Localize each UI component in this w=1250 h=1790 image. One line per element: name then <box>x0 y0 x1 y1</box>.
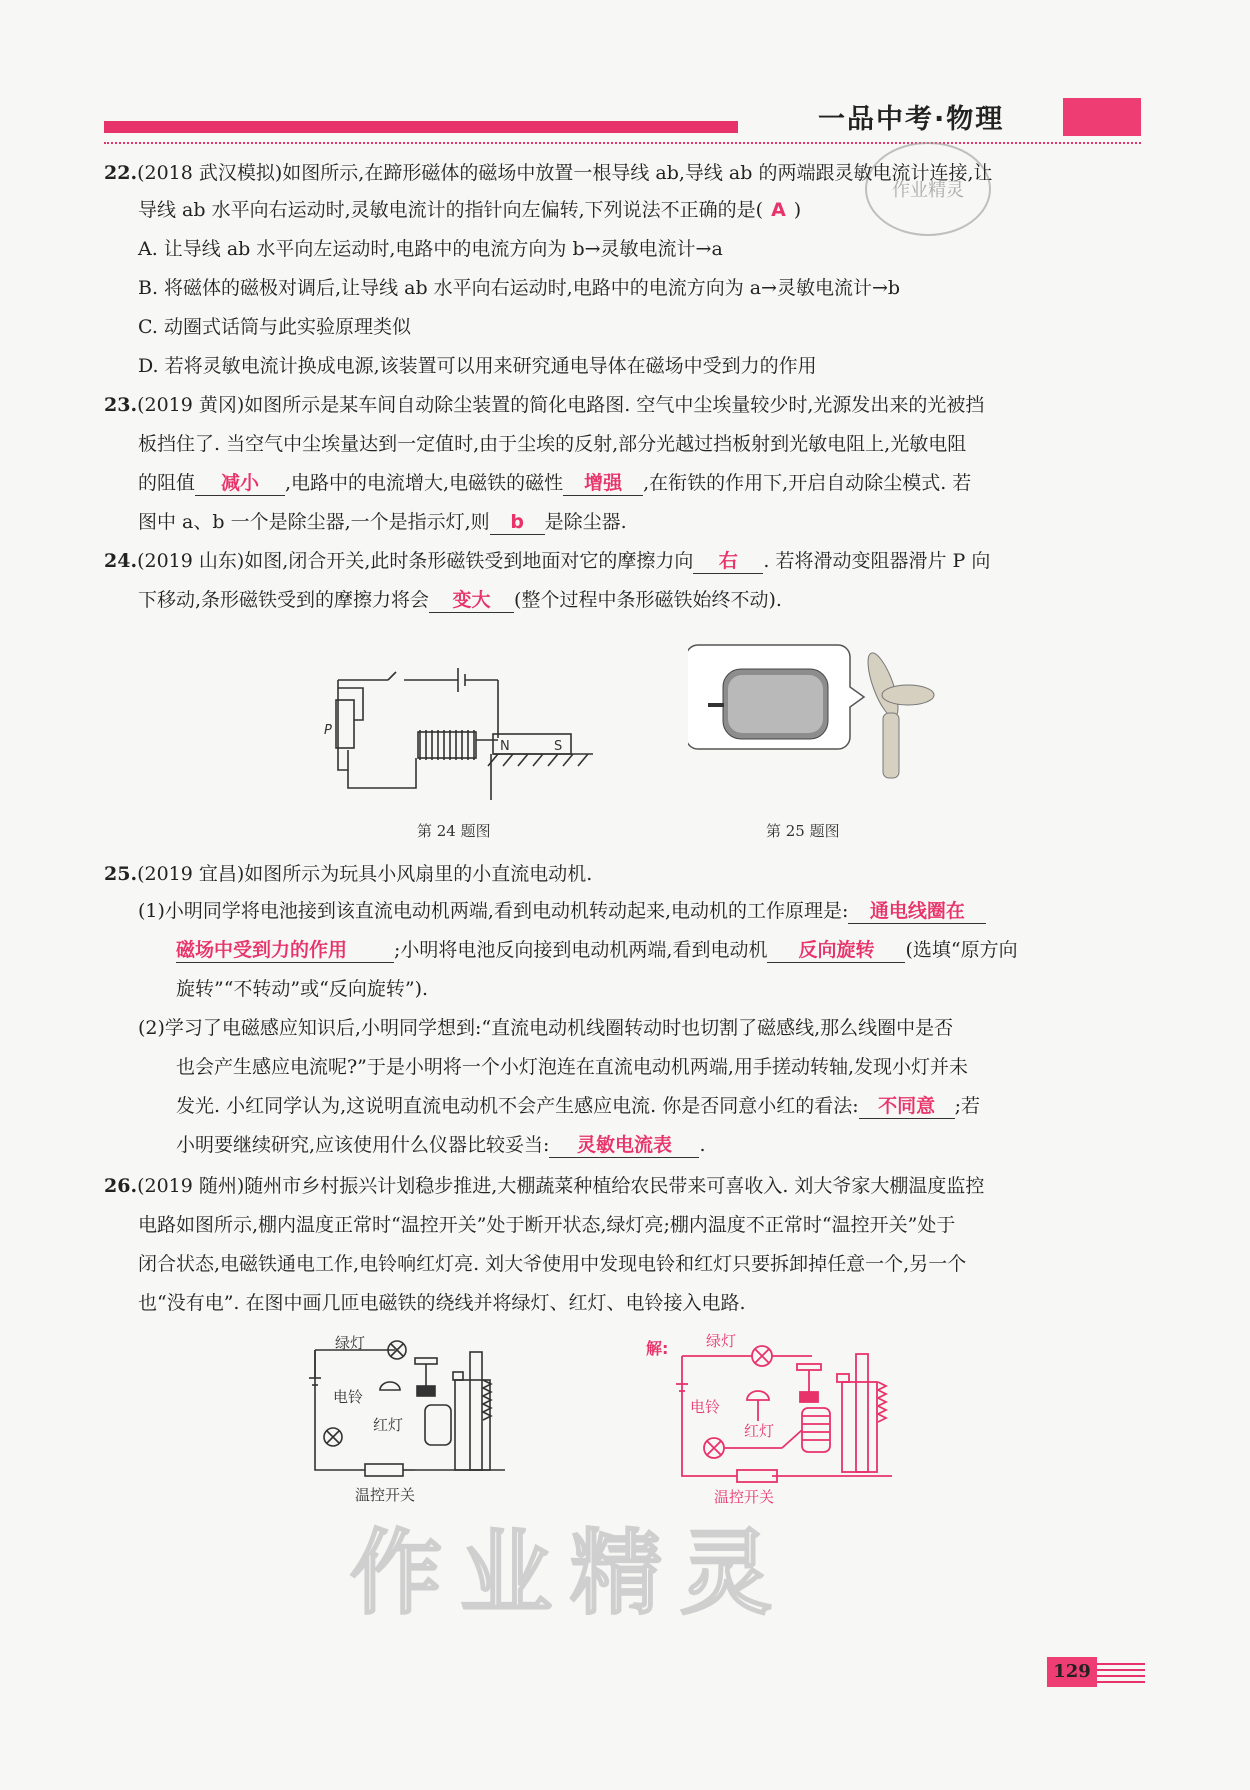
q23-line1 <box>104 393 984 417</box>
q25-number: 25. <box>104 863 138 885</box>
caption-fig25: 第 25 题图 <box>766 822 840 840</box>
fig26q-green-label: 绿灯 <box>335 1334 366 1352</box>
fig26s-bell-label: 电铃 <box>690 1398 721 1416</box>
q22-line2 <box>138 198 801 222</box>
fig26s-switch-label: 温控开关 <box>714 1488 775 1506</box>
fan-icon <box>862 650 934 778</box>
fig26q-switch-label: 温控开关 <box>355 1486 416 1504</box>
fig26q-red-label: 红灯 <box>373 1416 404 1434</box>
q23-line4 <box>138 510 627 535</box>
figure-26-question <box>305 1330 590 1505</box>
q23-blank3: b <box>490 510 545 535</box>
fig26s-green-label: 绿灯 <box>706 1332 737 1350</box>
q26-line2: 电路如图所示,棚内温度正常时“温控开关”处于断开状态,绿灯亮;棚内温度不正常时“温控开关”处于 <box>138 1214 956 1236</box>
figure-25-motor-fan <box>688 635 938 785</box>
q23-number: 23. <box>104 394 138 416</box>
stamp-text: 作业精灵 <box>892 180 964 201</box>
q25-blank2: 反向旋转 <box>767 938 905 963</box>
header-block <box>1063 98 1141 136</box>
header-bar <box>104 121 738 133</box>
page-number: 129 <box>1047 1657 1097 1687</box>
q23-blank1: 减小 <box>195 471 285 496</box>
q22-text1: (2018 武汉模拟)如图所示,在蹄形磁体的磁场中放置一根导线 ab,导线 ab 的两端跟灵敏电流计连接,让 <box>137 162 993 184</box>
q25-p1-line1 <box>138 899 986 924</box>
q25-text-p2f: . <box>699 1134 706 1156</box>
q24-number: 24. <box>104 550 138 572</box>
q25-blank4: 灵敏电流表 <box>549 1133 699 1158</box>
q25-text1: (2019 宜昌)如图所示为玩具小风扇里的小直流电动机. <box>137 863 593 885</box>
fig24-label-s: S <box>554 739 563 754</box>
q26-line4: 也“没有电”. 在图中画几匝电磁铁的绕线并将绿灯、红灯、电铃接入电路. <box>138 1292 746 1314</box>
q23-text3b: ,电路中的电流增大,电磁铁的磁性 <box>285 472 564 494</box>
q25-p2-line3 <box>176 1094 980 1119</box>
q22-option-a: A. 让导线 ab 水平向左运动时,电路中的电流方向为 b→灵敏电流计→a <box>138 238 723 260</box>
q22-answer: A <box>771 199 786 221</box>
caption-fig24: 第 24 题图 <box>417 822 491 840</box>
q22-option-c: C. 动圈式话筒与此实验原理类似 <box>138 316 411 338</box>
q25-blank3: 不同意 <box>859 1094 955 1119</box>
page-number-decoration <box>1097 1660 1145 1688</box>
q24-blank2: 变大 <box>429 588 514 613</box>
q22-number: 22. <box>104 162 138 184</box>
q23-text1: (2019 黄冈)如图所示是某车间自动除尘装置的简化电路图. 空气中尘埃量较少时,光源发出来的光被挡 <box>137 394 985 416</box>
q25-p2-line4 <box>176 1133 706 1158</box>
q23-blank2: 增强 <box>563 471 643 496</box>
q25-text-p2d: ;若 <box>954 1095 981 1117</box>
q23-line2: 板挡住了. 当空气中尘埃量达到一定值时,由于尘埃的反射,部分光越过挡板射到光敏电阻上,光敏电阻 <box>138 433 967 455</box>
q23-text3c: ,在衔铁的作用下,开启自动除尘模式. 若 <box>643 472 972 494</box>
q22-text2-end: ) <box>793 199 802 221</box>
q26-text1: (2019 随州)随州市乡村振兴计划稳步推进,大棚蔬菜种植给农民带来可喜收入. 刘大爷家大棚温度监控 <box>137 1175 985 1197</box>
q25-p2-line1: (2)学习了电磁感应知识后,小明同学想到:“直流电动机线圈转动时也切割了磁感线,那么线圈中是否 <box>138 1017 954 1039</box>
q24-line1 <box>104 549 990 574</box>
fig24-label-p: P <box>324 723 332 738</box>
stamp-icon <box>858 134 998 244</box>
q22-option-d: D. 若将灵敏电流计换成电源,该装置可以用来研究通电导体在磁场中受到力的作用 <box>138 355 817 377</box>
q22-text2: 导线 ab 水平向右运动时,灵敏电流计的指针向左偏转,下列说法不正确的是( <box>138 199 764 221</box>
q25-line1 <box>104 862 592 886</box>
q23-text4a: 图中 a、b 一个是除尘器,一个是指示灯,则 <box>138 511 490 533</box>
q23-text3a: 的阻值 <box>138 472 196 494</box>
q26-number: 26. <box>104 1175 138 1197</box>
q25-p2-line2: 也会产生感应电流呢?”于是小明将一个小灯泡连在直流电动机两端,用手搓动转轴,发现小灯并未 <box>176 1056 968 1078</box>
q26-line3: 闭合状态,电磁铁通电工作,电铃响红灯亮. 刘大爷使用中发现电铃和红灯只要拆卸掉任意一个,另一个 <box>138 1253 967 1275</box>
q23-text4b: 是除尘器. <box>544 511 627 533</box>
q25-p1-line3: 旋转”“不转动”或“反向旋转”). <box>176 978 429 1000</box>
q22-option-b: B. 将磁体的磁极对调后,让导线 ab 水平向右运动时,电路中的电流方向为 a→灵敏电流计→b <box>138 277 901 299</box>
q25-text-p2c: 发光. 小红同学认为,这说明直流电动机不会产生感应电流. 你是否同意小红的看法: <box>176 1095 859 1117</box>
q25-blank1b: 磁场中受到力的作用 <box>176 938 394 963</box>
q24-text2a: 下移动,条形磁铁受到的摩擦力将会 <box>138 589 430 611</box>
q24-text1a: (2019 山东)如图,闭合开关,此时条形磁铁受到地面对它的摩擦力向 <box>137 550 694 572</box>
fig26s-red-label: 红灯 <box>744 1422 775 1440</box>
figure-26-solution <box>642 1326 942 1506</box>
header-title: 一品中考·物理 <box>818 104 1005 135</box>
q25-text-p1c: (选填“原方向 <box>905 939 1018 961</box>
q25-text-p1b: ;小明将电池反向接到电动机两端,看到电动机 <box>394 939 768 961</box>
fig26q-bell-label: 电铃 <box>333 1388 364 1406</box>
q24-line2 <box>138 588 782 613</box>
q25-text-p1a: (1)小明同学将电池接到该直流电动机两端,看到电动机转动起来,电动机的工作原理是: <box>138 900 849 922</box>
figure-24-circuit <box>308 650 608 810</box>
q24-text1b: . 若将滑动变阻器滑片 P 向 <box>763 550 991 572</box>
q25-blank1a: 通电线圈在 <box>848 899 986 924</box>
watermark: 作业精灵 <box>350 1520 791 1627</box>
q25-text-p2e: 小明要继续研究,应该使用什么仪器比较妥当: <box>176 1134 550 1156</box>
q24-text2b: (整个过程中条形磁铁始终不动). <box>514 589 782 611</box>
q26-line1 <box>104 1174 984 1198</box>
q22-line1 <box>104 161 993 185</box>
fig26s-solution-label: 解: <box>646 1339 669 1358</box>
q24-blank1: 右 <box>693 549 763 574</box>
fig24-label-n: N <box>500 739 510 754</box>
q25-p1-line2 <box>176 938 1018 963</box>
q23-line3 <box>138 471 971 496</box>
